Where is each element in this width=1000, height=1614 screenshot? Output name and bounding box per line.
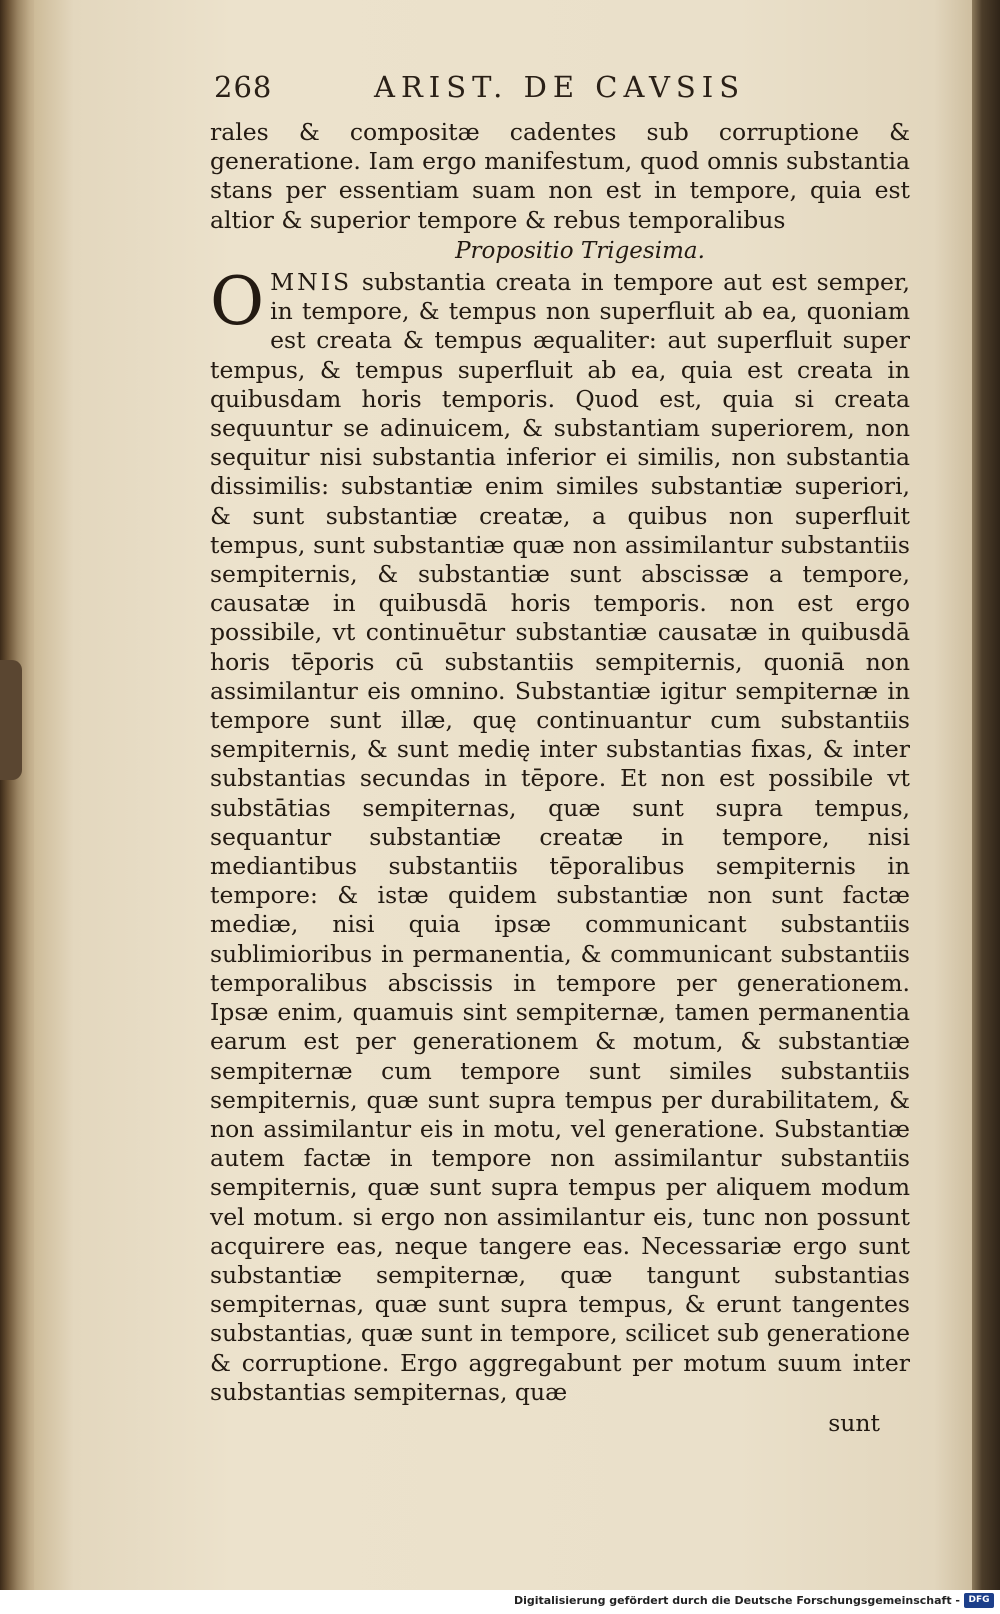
proposition-title: Propositio Trigesima.: [455, 237, 705, 264]
page-edge: [972, 0, 1000, 1590]
catchword: sunt: [828, 1408, 880, 1437]
digitization-footer: [0, 1590, 1000, 1614]
dfg-logo: DFG: [964, 1593, 994, 1608]
body-text: [210, 118, 910, 1438]
drop-initial: O: [210, 263, 265, 341]
page-marker-tab: [0, 660, 22, 780]
running-header: [214, 70, 794, 110]
footer-credit: Digitalisierung gefördert durch die Deutsche Forschungsgemeinschaft -: [513, 1594, 960, 1607]
page-number: 268: [214, 70, 273, 104]
running-head-title: ARIST. DE CAVSIS: [374, 70, 746, 104]
intro-lines: rales & compositæ cadentes sub corruptione & generatione. Iam ergo manifestum, quod omnis substantia stans per essentiam suam non est in tempore, quia est altior & superior tempore & rebus temporalibus: [210, 118, 910, 234]
first-word-smallcaps: MNIS: [270, 268, 353, 297]
paragraph-text: substantia creata in tempore aut est semper, in tempore, & tempus non superfluit ab ea, quoniam est creata & tempus æqualiter: aut superfluit super tempus, & tempus superfluit ab ea, quia est creata in quibusdam horis temporis. Quod est, quia si creata sequuntur se adinuicem, & substantiam superiorem, non sequitur nisi substantia inferior ei similis, non substantia dissimilis: substantiæ enim similes substantiæ superiori, & sunt substantiæ creatæ, a quibus non superfluit tempus, sunt substantiæ quæ non assimilantur substantiis sempiternis, & substantiæ sunt abscissæ a tempore, causatæ in quibusdā horis temporis. non est ergo possibile, vt continuētur substantiæ causatæ in quibusdā horis tēporis cū substantiis sempiternis, quoniā non assimilantur eis omnino. Substantiæ igitur sempiternæ in tempore sunt illæ, quę continuantur cum substantiis sempiternis, & sunt medię inter substantias fixas, & inter substantias secundas in tēpore. Et non est possibile vt substātias sempiternas, quæ sunt supra tempus, sequantur substantiæ creatæ in tempore, nisi mediantibus substantiis tēporalibus sempiternis in tempore: & istæ quidem substantiæ non sunt factæ mediæ, nisi quia ipsæ communicant substantiis sublimioribus in permanentia, & communicant substantiis temporalibus abscissis in tempore per generationem. Ipsæ enim, quamuis sint sempiternæ, tamen permanentia earum est per generationem & motum, & substantiæ sempiternæ cum tempore sunt similes substantiis sempiternis, quæ sunt supra tempus per durabilitatem, & non assimilantur eis in motu, vel generatione. Substantiæ autem factæ in tempore non assimilantur substantiis sempiternis, quæ sunt supra tempus per aliquem modum vel motum. si ergo non assimilantur eis, tunc non possunt acquirere eas, neque tangere eas. Necessariæ ergo sunt substantiæ sempiternæ, quæ tangunt substantias sempiternas, quæ sunt supra tempus, & erunt tangentes substantias, quæ sunt in tempore, scilicet sub generatione & corruptione. Ergo aggregabunt per motum suum inter substantias sempiternas, quæ: [210, 268, 910, 1406]
main-paragraph: [210, 263, 910, 1407]
